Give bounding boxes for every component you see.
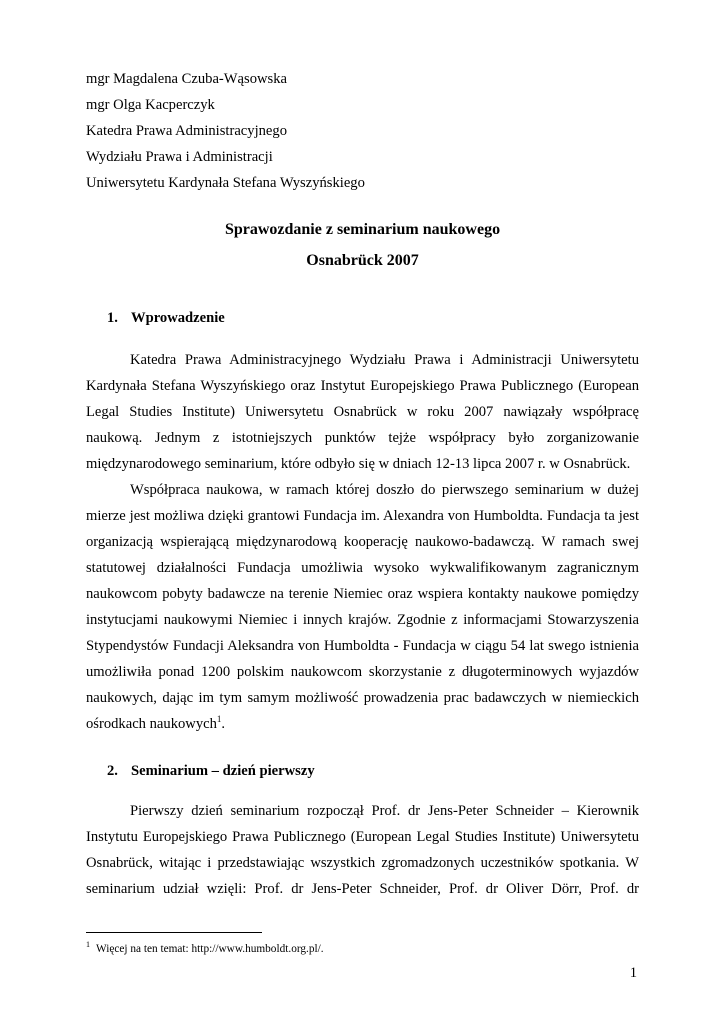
footnote-reference[interactable]: 1 (216, 714, 222, 725)
page-number: 1 (629, 965, 637, 981)
text-line: Pierwszy dzień seminarium rozpoczął Prof. dr Jens-Peter Schneider – Kierownik (130, 803, 639, 819)
document-title: Sprawozdanie z seminarium naukowego (224, 221, 501, 238)
text-line: instytucjami naukowymi Niemiec i innych krajów. Zgodnie z informacjami Stowarzyszenia (86, 612, 639, 628)
text-line: mierze jest możliwa dzięki grantowi Fundacja im. Alexandra von Humboldta. Fundacja ta jest (86, 508, 639, 524)
text-line: Stypendystów Fundacji Aleksandra von Humboldta - Fundacja w ciągu 54 lat swego istnienia (86, 638, 639, 654)
affiliation-department: Katedra Prawa Administracyjnego (86, 123, 288, 139)
text-fragment: . (221, 716, 226, 732)
text-line: organizacją wspierającą międzynarodową kooperację naukowo-badawczą. W ramach swej (86, 534, 639, 550)
text-line: Osnabrück, witając i przedstawiając wszystkich zgromadzonych uczestników spotkania. W (86, 855, 639, 871)
text-line: Współpraca naukowa, w ramach której doszło do pierwszego seminarium w dużej (130, 482, 639, 498)
footnote-mark: 1 (86, 940, 90, 949)
text-line: naukowcom pobyty badawcze na terenie Niemiec oraz wspiera kontakty naukowe pomiędzy (86, 586, 639, 602)
text-line: Legal Studies Institute) Uniwersytetu Osnabrück w roku 2007 nawiązały współpracę (86, 404, 639, 420)
text-line: Katedra Prawa Administracyjnego Wydziału Prawa i Administracji Uniwersytetu (130, 352, 639, 368)
section-title: Wprowadzenie (131, 310, 225, 326)
section-number: 1. (107, 310, 118, 326)
text-line: umożliwiła ponad 1200 polskim naukowcom skorzystanie z długoterminowych wyjazdów (86, 664, 639, 680)
section-heading-introduction (107, 310, 225, 327)
footnote-separator (86, 932, 262, 933)
affiliation-university: Uniwersytetu Kardynała Stefana Wyszyńskiego (86, 175, 365, 191)
text-line: seminarium udział wzięli: Prof. dr Jens-Peter Schneider, Prof. dr Oliver Dörr, Prof. dr (86, 881, 639, 897)
affiliation-faculty: Wydziału Prawa i Administracji (86, 149, 273, 165)
text-line: naukowych, dając im tym samym możliwość prowadzenia prac badawczych w niemieckich (86, 690, 639, 706)
text-line: statutowej działalności Fundacja umożliwia wysoko wykwalifikowanym zagranicznym (86, 560, 639, 576)
paragraph-introduction (86, 347, 639, 477)
footnote-text: Więcej na ten temat: http://www.humboldt.org.pl/. (96, 942, 324, 955)
author-name-2: mgr Olga Kacperczyk (86, 97, 215, 113)
section-title: Seminarium – dzień pierwszy (131, 763, 315, 779)
text-line: Instytutu Europejskiego Prawa Publicznego (European Legal Studies Institute) Uniwersytetu (86, 829, 639, 845)
author-block (86, 66, 646, 196)
text-line: międzynarodowego seminarium, które odbyło się w dniach 12-13 lipca 2007 r. w Osnabrück. (86, 456, 631, 472)
author-name-1: mgr Magdalena Czuba-Wąsowska (86, 71, 287, 87)
paragraph-day-one (86, 798, 639, 902)
footnote (86, 940, 324, 955)
text-fragment: ośrodkach naukowych (86, 716, 217, 732)
text-line-with-footnote (86, 711, 639, 737)
text-line: naukową. Jednym z istotniejszych punktów tejże współpracy było zorganizowanie (86, 430, 639, 446)
section-heading-day-one (107, 763, 315, 780)
text-line: Kardynała Stefana Wyszyńskiego oraz Instytut Europejskiego Prawa Publicznego (European (86, 378, 639, 394)
document-subtitle: Osnabrück 2007 (306, 252, 419, 269)
section-number: 2. (107, 763, 118, 779)
paragraph-cooperation (86, 477, 639, 737)
